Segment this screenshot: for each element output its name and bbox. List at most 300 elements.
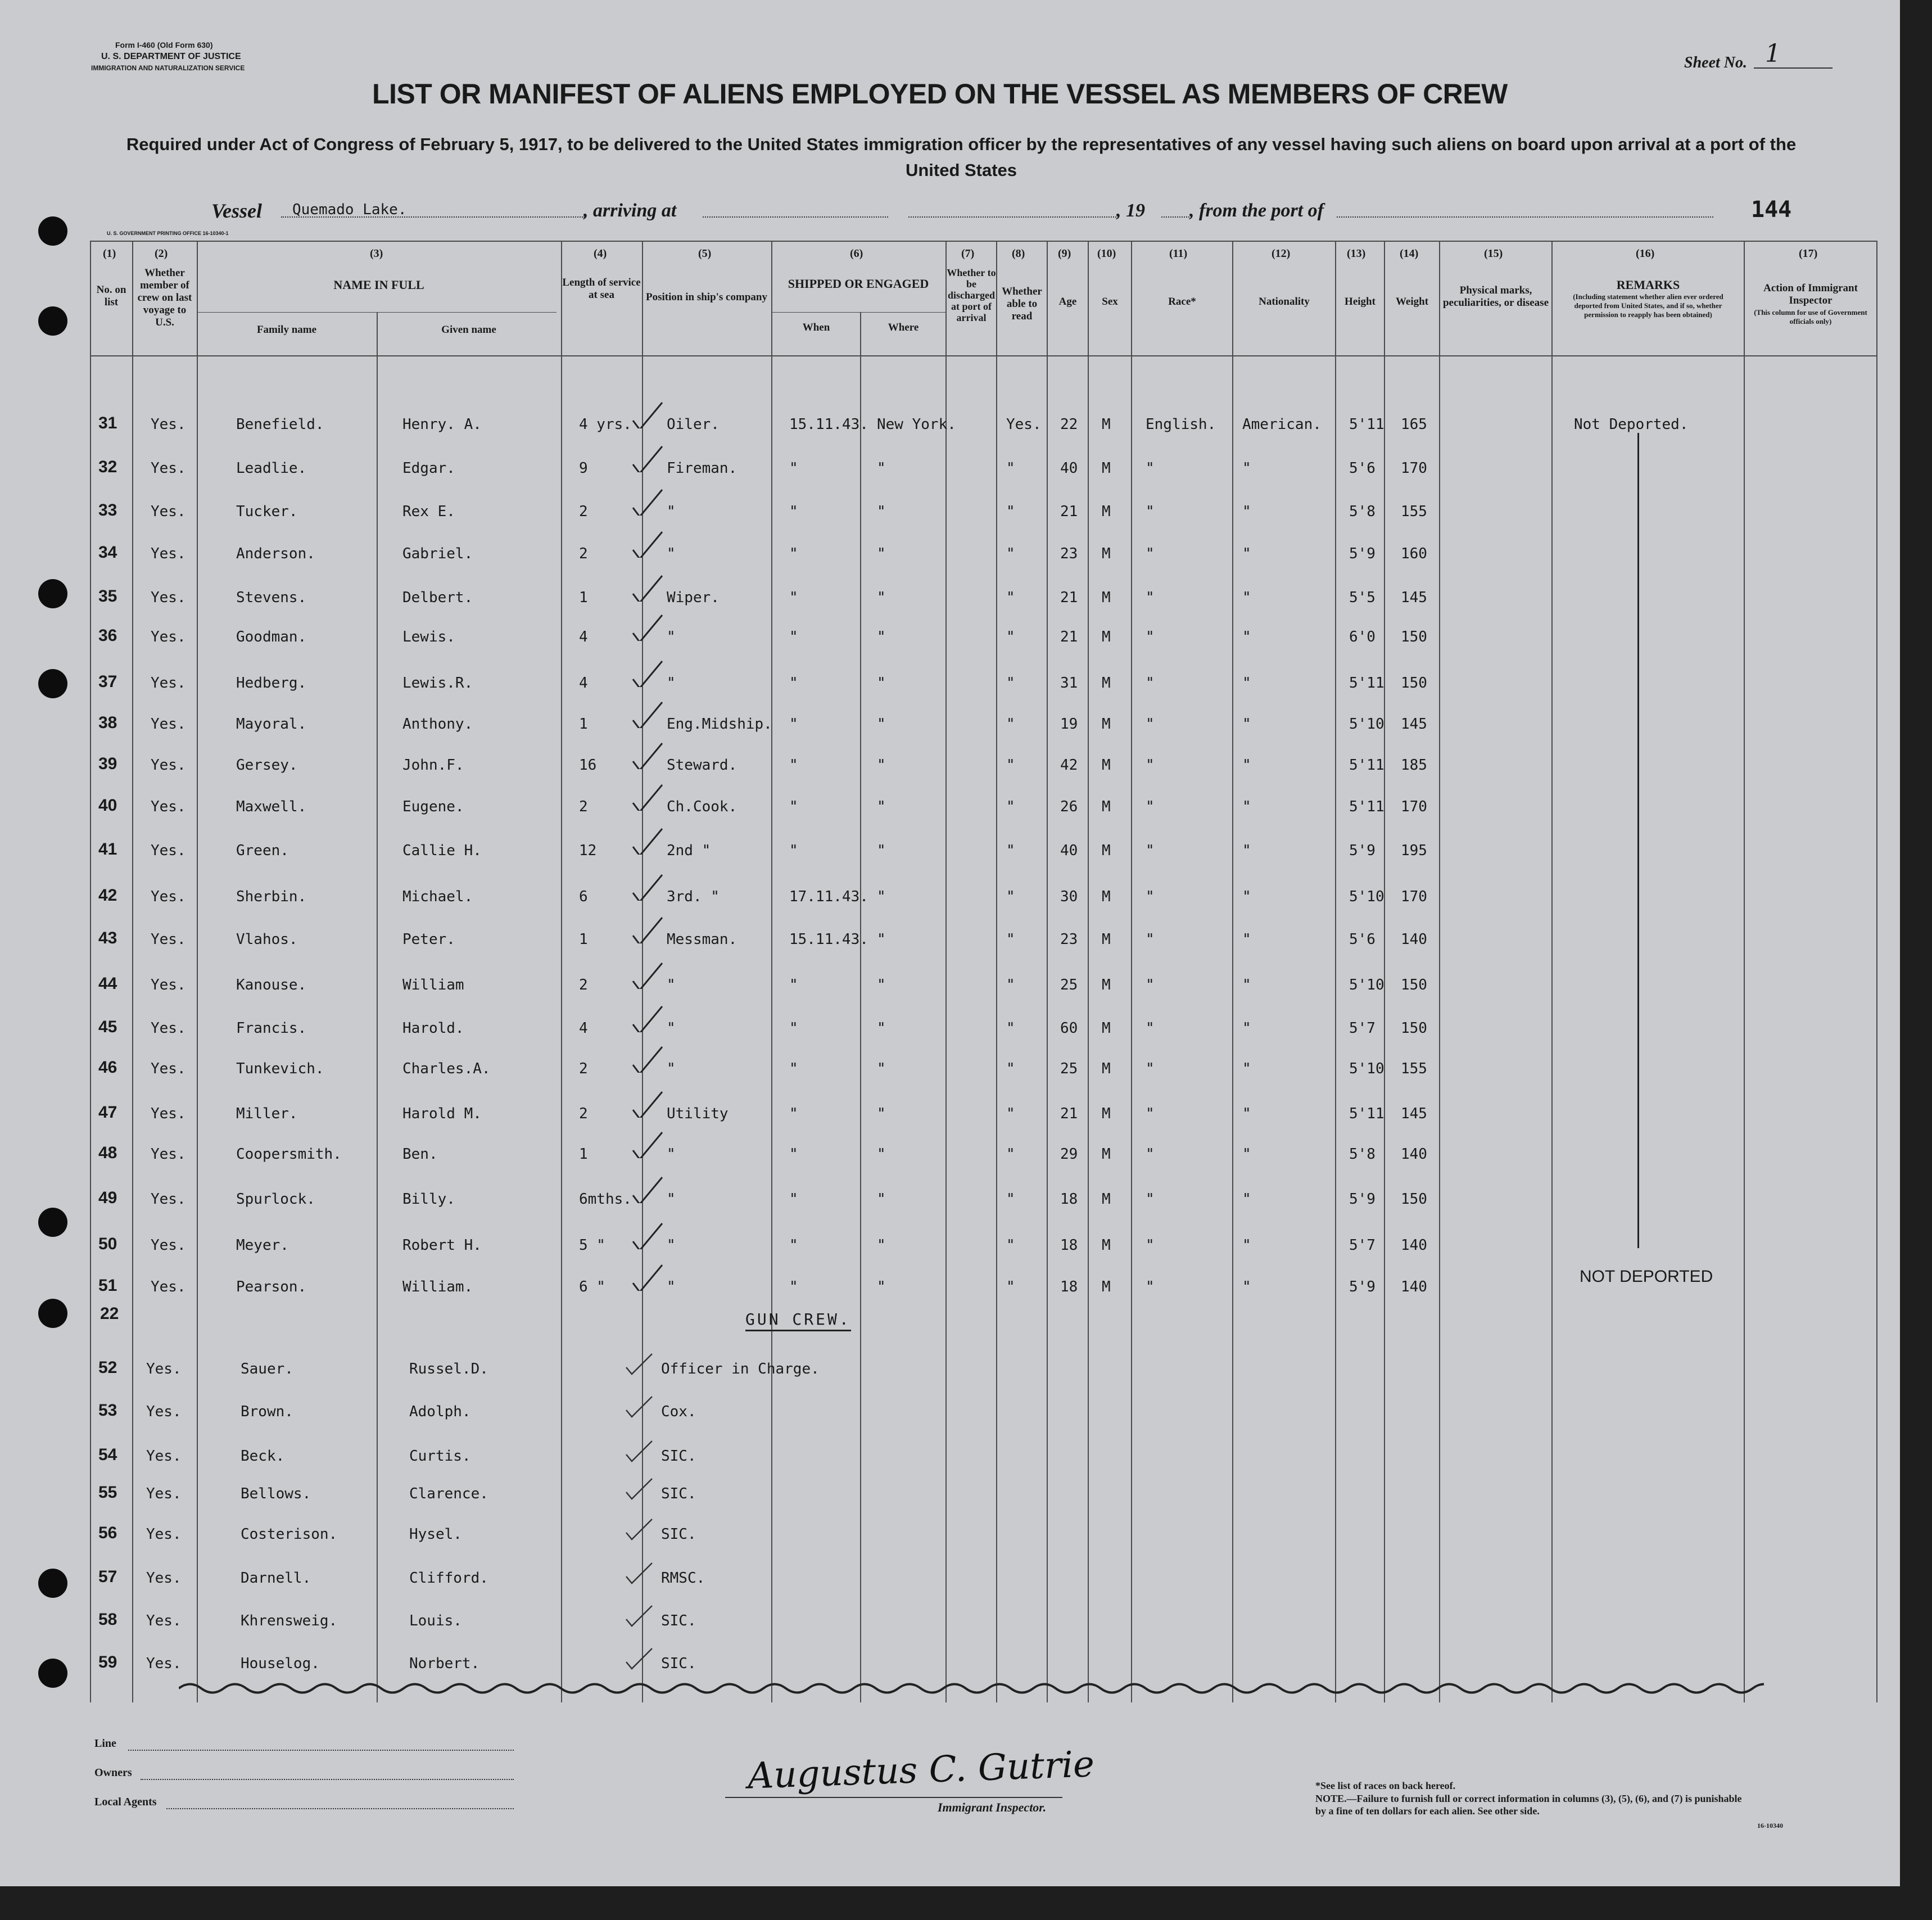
row-where: New York. bbox=[877, 416, 956, 433]
row-family: Green. bbox=[236, 842, 289, 859]
header-age: Age bbox=[1058, 296, 1077, 308]
page-number: 144 bbox=[1751, 197, 1792, 223]
row-height: 5'9 bbox=[1349, 1279, 1376, 1295]
check-mark bbox=[631, 1263, 664, 1291]
gun-row-position: SIC. bbox=[661, 1448, 696, 1465]
row-when: " bbox=[789, 1279, 798, 1295]
row-family: Vlahos. bbox=[236, 931, 298, 948]
binder-hole bbox=[38, 216, 67, 246]
page-title: LIST OR MANIFEST OF ALIENS EMPLOYED ON THE VESSEL AS MEMBERS OF CREW bbox=[372, 78, 1508, 110]
row-no: 43 bbox=[98, 929, 117, 947]
header-discharged: Whether to be discharged at port of arrival bbox=[947, 267, 996, 323]
row-age: 22 bbox=[1060, 416, 1078, 433]
row-given: John.F. bbox=[402, 757, 464, 774]
row-height: 5'9 bbox=[1349, 1191, 1376, 1208]
row-family: Stevens. bbox=[236, 589, 307, 606]
row-family: Miller. bbox=[236, 1105, 298, 1122]
row-position: " bbox=[667, 1146, 676, 1163]
row-voyage: Yes. bbox=[151, 842, 186, 859]
row-sex: M bbox=[1102, 798, 1111, 815]
colnum-14: (14) bbox=[1400, 247, 1419, 260]
row-service: 1 bbox=[579, 716, 588, 733]
check-mark bbox=[624, 1393, 658, 1421]
colnum-6: (6) bbox=[850, 247, 863, 260]
row-no: 44 bbox=[98, 974, 117, 993]
row-sex: M bbox=[1102, 931, 1111, 948]
header-given-name: Given name bbox=[441, 324, 496, 336]
row-age: 23 bbox=[1060, 545, 1078, 562]
row-height: 5'10 bbox=[1349, 1060, 1384, 1077]
row-voyage: Yes. bbox=[151, 460, 186, 477]
colnum-4: (4) bbox=[594, 247, 607, 260]
owners-label: Owners bbox=[94, 1767, 132, 1779]
gun-row-voyage: Yes. bbox=[146, 1526, 182, 1543]
header-inspector-note: (This column for use of Government officials only) bbox=[1754, 308, 1867, 326]
row-age: 25 bbox=[1060, 1060, 1078, 1077]
row-given: Callie H. bbox=[402, 842, 482, 859]
row-sex: M bbox=[1102, 842, 1111, 859]
sheet-no-field bbox=[1754, 39, 1833, 69]
check-mark bbox=[631, 1045, 664, 1073]
check-mark bbox=[631, 400, 664, 428]
row-weight: 145 bbox=[1401, 1105, 1427, 1122]
gun-row-voyage: Yes. bbox=[146, 1448, 182, 1465]
row-voyage: Yes. bbox=[151, 589, 186, 606]
colnum-11: (11) bbox=[1169, 247, 1188, 260]
row-race: " bbox=[1146, 1146, 1155, 1163]
row-sex: M bbox=[1102, 545, 1111, 562]
check-mark bbox=[624, 1602, 658, 1630]
row-race: " bbox=[1146, 1020, 1155, 1037]
row-voyage: Yes. bbox=[151, 1105, 186, 1122]
gun-row-voyage: Yes. bbox=[146, 1570, 182, 1587]
row-given: Eugene. bbox=[402, 798, 464, 815]
from-port-field bbox=[1337, 216, 1713, 218]
row-read: " bbox=[1006, 1060, 1015, 1077]
printing-office: U. S. GOVERNMENT PRINTING OFFICE 16-10340-1 bbox=[107, 231, 229, 236]
line-field bbox=[128, 1750, 514, 1751]
row-race: " bbox=[1146, 1060, 1155, 1077]
row-voyage: Yes. bbox=[151, 629, 186, 645]
row-height: 5'10 bbox=[1349, 977, 1384, 993]
row-height: 5'7 bbox=[1349, 1237, 1376, 1254]
row-height: 5'7 bbox=[1349, 1020, 1376, 1037]
binder-hole bbox=[38, 306, 67, 336]
row-voyage: Yes. bbox=[151, 416, 186, 433]
row-race: " bbox=[1146, 545, 1155, 562]
department-name: U. S. DEPARTMENT OF JUSTICE bbox=[101, 52, 241, 61]
row-nationality: " bbox=[1242, 545, 1251, 562]
header-length-of-service: Length of service at sea bbox=[562, 277, 641, 301]
row-read: " bbox=[1006, 1191, 1015, 1208]
row-nationality: " bbox=[1242, 1105, 1251, 1122]
row-height: 5'8 bbox=[1349, 503, 1376, 520]
row-nationality: " bbox=[1242, 1279, 1251, 1295]
check-mark bbox=[631, 700, 664, 728]
header-shipped-engaged: SHIPPED OR ENGAGED bbox=[788, 277, 929, 291]
row-when: " bbox=[789, 716, 798, 733]
row-no: 40 bbox=[98, 796, 117, 815]
header-when: When bbox=[802, 322, 830, 333]
gun-row-family: Bellows. bbox=[241, 1485, 311, 1502]
check-mark bbox=[631, 1221, 664, 1249]
row-no: 42 bbox=[98, 886, 117, 905]
row-given: Ben. bbox=[402, 1146, 438, 1163]
gun-row-family: Sauer. bbox=[241, 1361, 293, 1377]
row-service: 6mths. bbox=[579, 1191, 632, 1208]
row-height: 5'11 bbox=[1349, 757, 1384, 774]
row-read: " bbox=[1006, 629, 1015, 645]
header-inspector-action: Action of Immigrant Inspector bbox=[1763, 282, 1858, 306]
row-voyage: Yes. bbox=[151, 888, 186, 905]
row-when: " bbox=[789, 675, 798, 692]
page-subtitle: Required under Act of Congress of February 5, 1917, to be delivered to the United States immigration officer by the representatives of any vessel having such aliens on board upon arrival at a port of the United States bbox=[126, 134, 1797, 180]
row-family: Meyer. bbox=[236, 1237, 289, 1254]
gun-row-position: SIC. bbox=[661, 1526, 696, 1543]
gun-row-family: Beck. bbox=[241, 1448, 285, 1465]
row-nationality: " bbox=[1242, 629, 1251, 645]
row-where: " bbox=[877, 716, 886, 733]
binder-hole bbox=[38, 1299, 67, 1328]
gun-row-no: 54 bbox=[98, 1445, 117, 1464]
row-family: Coopersmith. bbox=[236, 1146, 342, 1163]
row-sex: M bbox=[1102, 460, 1111, 477]
colnum-2: (2) bbox=[155, 247, 168, 260]
row-read: " bbox=[1006, 798, 1015, 815]
row-height: 5'6 bbox=[1349, 931, 1376, 948]
row-sex: M bbox=[1102, 1191, 1111, 1208]
row-no: 48 bbox=[98, 1144, 117, 1162]
check-mark bbox=[631, 659, 664, 687]
gun-row-no: 53 bbox=[98, 1401, 117, 1420]
check-mark bbox=[624, 1516, 658, 1544]
row-race: " bbox=[1146, 460, 1155, 477]
row-family: Leadlie. bbox=[236, 460, 307, 477]
row-race: " bbox=[1146, 1279, 1155, 1295]
row-weight: 160 bbox=[1401, 545, 1427, 562]
year-field bbox=[1161, 216, 1189, 218]
row-given: Robert H. bbox=[402, 1237, 482, 1254]
row-family: Pearson. bbox=[236, 1279, 307, 1295]
row-race: " bbox=[1146, 798, 1155, 815]
row-weight: 150 bbox=[1401, 977, 1427, 993]
header-race: Race* bbox=[1168, 296, 1196, 308]
row-family: Maxwell. bbox=[236, 798, 307, 815]
immigrant-inspector-label: Immigrant Inspector. bbox=[938, 1800, 1047, 1814]
check-mark bbox=[631, 530, 664, 558]
row-given: Peter. bbox=[402, 931, 455, 948]
colnum-12: (12) bbox=[1272, 247, 1291, 260]
row-no: 33 bbox=[98, 501, 117, 519]
row-voyage: Yes. bbox=[151, 1146, 186, 1163]
row-service: 6 " bbox=[579, 1279, 605, 1295]
row-position: Eng.Midship. bbox=[667, 716, 772, 733]
row-height: 6'0 bbox=[1349, 629, 1376, 645]
row-nationality: " bbox=[1242, 460, 1251, 477]
gun-row-given: Curtis. bbox=[409, 1448, 471, 1465]
row-height: 5'11 bbox=[1349, 1105, 1384, 1122]
row-family: Francis. bbox=[236, 1020, 307, 1037]
row-weight: 150 bbox=[1401, 1191, 1427, 1208]
row-read: " bbox=[1006, 545, 1015, 562]
row-when: " bbox=[789, 1146, 798, 1163]
row-age: 42 bbox=[1060, 757, 1078, 774]
row-age: 29 bbox=[1060, 1146, 1078, 1163]
row-service: 2 bbox=[579, 1105, 588, 1122]
row-service: 6 bbox=[579, 888, 588, 905]
row-sex: M bbox=[1102, 1060, 1111, 1077]
row-age: 18 bbox=[1060, 1191, 1078, 1208]
row-no: 32 bbox=[98, 458, 117, 476]
row-given: Anthony. bbox=[402, 716, 473, 733]
colnum-9: (9) bbox=[1058, 247, 1071, 260]
header-no-on-list: No. on list bbox=[96, 284, 126, 308]
row-where: " bbox=[877, 798, 886, 815]
row-weight: 185 bbox=[1401, 757, 1427, 774]
row-no: 47 bbox=[98, 1103, 117, 1122]
row-sex: M bbox=[1102, 1279, 1111, 1295]
check-mark bbox=[631, 573, 664, 602]
colnum-13: (13) bbox=[1347, 247, 1366, 260]
row-nationality: " bbox=[1242, 1146, 1251, 1163]
gun-crew-blank-number: 22 bbox=[100, 1304, 119, 1323]
binder-hole bbox=[38, 579, 67, 608]
row-read: Yes. bbox=[1006, 416, 1042, 433]
row-no: 35 bbox=[98, 587, 117, 606]
row-remarks: NOT DEPORTED bbox=[1580, 1267, 1713, 1286]
row-no: 37 bbox=[98, 672, 117, 691]
row-no: 31 bbox=[98, 414, 117, 432]
row-position: Wiper. bbox=[667, 589, 720, 606]
row-position: " bbox=[667, 503, 676, 520]
row-given: Harold M. bbox=[402, 1105, 482, 1122]
row-no: 51 bbox=[98, 1276, 117, 1295]
gun-row-position: SIC. bbox=[661, 1485, 696, 1502]
row-sex: M bbox=[1102, 629, 1111, 645]
row-age: 21 bbox=[1060, 629, 1078, 645]
row-no: 50 bbox=[98, 1235, 117, 1253]
check-mark bbox=[624, 1645, 658, 1673]
header-name-in-full: NAME IN FULL bbox=[333, 278, 424, 292]
row-position: Oiler. bbox=[667, 416, 720, 433]
row-age: 21 bbox=[1060, 1105, 1078, 1122]
vessel-label: Vessel bbox=[211, 200, 262, 222]
row-read: " bbox=[1006, 1020, 1015, 1037]
header-position: Position in ship's company bbox=[646, 291, 767, 303]
row-nationality: " bbox=[1242, 757, 1251, 774]
check-mark bbox=[631, 741, 664, 769]
row-height: 5'9 bbox=[1349, 545, 1376, 562]
row-nationality: American. bbox=[1242, 416, 1322, 433]
row-position: " bbox=[667, 1191, 676, 1208]
row-sex: M bbox=[1102, 416, 1111, 433]
row-weight: 150 bbox=[1401, 629, 1427, 645]
gun-row-family: Costerison. bbox=[241, 1526, 338, 1543]
row-given: William bbox=[402, 977, 464, 993]
row-family: Kanouse. bbox=[236, 977, 307, 993]
check-mark bbox=[624, 1438, 658, 1466]
row-service: 9 bbox=[579, 460, 588, 477]
colnum-1: (1) bbox=[103, 247, 116, 260]
row-position: Utility bbox=[667, 1105, 729, 1122]
row-race: " bbox=[1146, 757, 1155, 774]
row-position: " bbox=[667, 545, 676, 562]
row-voyage: Yes. bbox=[151, 1060, 186, 1077]
row-when: " bbox=[789, 1237, 798, 1254]
gun-row-voyage: Yes. bbox=[146, 1361, 182, 1377]
check-mark bbox=[631, 1130, 664, 1158]
row-age: 30 bbox=[1060, 888, 1078, 905]
row-position: " bbox=[667, 1237, 676, 1254]
row-read: " bbox=[1006, 977, 1015, 993]
row-where: " bbox=[877, 1105, 886, 1122]
gun-crew-title: GUN CREW. bbox=[745, 1310, 851, 1331]
row-weight: 140 bbox=[1401, 931, 1427, 948]
row-service: 2 bbox=[579, 503, 588, 520]
row-read: " bbox=[1006, 675, 1015, 692]
row-where: " bbox=[877, 629, 886, 645]
row-weight: 145 bbox=[1401, 716, 1427, 733]
gun-row-given: Clarence. bbox=[409, 1485, 488, 1502]
date-field bbox=[908, 216, 1116, 218]
colnum-17: (17) bbox=[1799, 247, 1818, 260]
row-race: " bbox=[1146, 629, 1155, 645]
row-height: 5'5 bbox=[1349, 589, 1376, 606]
gun-row-no: 58 bbox=[98, 1610, 117, 1629]
row-read: " bbox=[1006, 757, 1015, 774]
row-family: Tunkevich. bbox=[236, 1060, 324, 1077]
header-remarks: REMARKS bbox=[1616, 278, 1680, 292]
row-no: 49 bbox=[98, 1189, 117, 1207]
row-when: " bbox=[789, 798, 798, 815]
row-position: 2nd " bbox=[667, 842, 711, 859]
row-where: " bbox=[877, 1020, 886, 1037]
colnum-15: (15) bbox=[1484, 247, 1503, 260]
sheet-no-label: Sheet No. bbox=[1684, 54, 1747, 71]
row-weight: 150 bbox=[1401, 675, 1427, 692]
row-given: Gabriel. bbox=[402, 545, 473, 562]
gun-row-family: Darnell. bbox=[241, 1570, 311, 1587]
row-height: 5'9 bbox=[1349, 842, 1376, 859]
row-when: " bbox=[789, 1105, 798, 1122]
row-nationality: " bbox=[1242, 1020, 1251, 1037]
row-voyage: Yes. bbox=[151, 1020, 186, 1037]
row-where: " bbox=[877, 1279, 886, 1295]
row-sex: M bbox=[1102, 1237, 1111, 1254]
row-age: 23 bbox=[1060, 931, 1078, 948]
row-service: 12 bbox=[579, 842, 597, 859]
row-height: 5'11 bbox=[1349, 798, 1384, 815]
row-age: 60 bbox=[1060, 1020, 1078, 1037]
binder-hole bbox=[38, 1569, 67, 1598]
row-race: " bbox=[1146, 675, 1155, 692]
check-mark bbox=[624, 1560, 658, 1588]
row-nationality: " bbox=[1242, 1060, 1251, 1077]
row-voyage: Yes. bbox=[151, 1279, 186, 1295]
row-given: Michael. bbox=[402, 888, 473, 905]
row-position: " bbox=[667, 1060, 676, 1077]
row-weight: 140 bbox=[1401, 1146, 1427, 1163]
row-weight: 170 bbox=[1401, 888, 1427, 905]
row-sex: M bbox=[1102, 1146, 1111, 1163]
header-where: Where bbox=[888, 322, 919, 333]
row-nationality: " bbox=[1242, 888, 1251, 905]
row-no: 38 bbox=[98, 713, 117, 732]
row-race: " bbox=[1146, 503, 1155, 520]
row-when: " bbox=[789, 503, 798, 520]
colnum-5: (5) bbox=[698, 247, 712, 260]
gun-row-no: 56 bbox=[98, 1524, 117, 1542]
row-voyage: Yes. bbox=[151, 931, 186, 948]
check-mark bbox=[624, 1475, 658, 1503]
row-height: 5'11 bbox=[1349, 675, 1384, 692]
row-where: " bbox=[877, 842, 886, 859]
row-when: " bbox=[789, 1060, 798, 1077]
penalty-note: NOTE.—Failure to furnish full or correct information in columns (3), (5), (6), and (7) is punishable by a fine of ten dollars for each alien. See other side. bbox=[1315, 1793, 1742, 1817]
check-mark bbox=[631, 915, 664, 943]
check-mark bbox=[631, 961, 664, 989]
inspector-signature: Augustus C. Gutrie bbox=[746, 1743, 1096, 1797]
row-voyage: Yes. bbox=[151, 545, 186, 562]
gun-row-given: Clifford. bbox=[409, 1570, 488, 1587]
row-when: 15.11.43. bbox=[789, 931, 868, 948]
row-family: Goodman. bbox=[236, 629, 307, 645]
row-position: Ch.Cook. bbox=[667, 798, 737, 815]
row-family: Spurlock. bbox=[236, 1191, 315, 1208]
row-nationality: " bbox=[1242, 931, 1251, 948]
row-family: Tucker. bbox=[236, 503, 298, 520]
row-no: 45 bbox=[98, 1018, 117, 1036]
closing-wavy-line bbox=[179, 1674, 1764, 1702]
check-mark bbox=[624, 1350, 658, 1379]
row-service: 2 bbox=[579, 798, 588, 815]
row-age: 18 bbox=[1060, 1237, 1078, 1254]
binder-hole bbox=[38, 1659, 67, 1688]
row-race: " bbox=[1146, 589, 1155, 606]
check-mark bbox=[631, 783, 664, 811]
row-nationality: " bbox=[1242, 798, 1251, 815]
row-race: English. bbox=[1146, 416, 1216, 433]
row-nationality: " bbox=[1242, 842, 1251, 859]
row-position: Steward. bbox=[667, 757, 737, 774]
colnum-3: (3) bbox=[370, 247, 383, 260]
row-voyage: Yes. bbox=[151, 798, 186, 815]
row-weight: 170 bbox=[1401, 798, 1427, 815]
row-when: 17.11.43. bbox=[789, 888, 868, 905]
row-sex: M bbox=[1102, 589, 1111, 606]
row-race: " bbox=[1146, 1191, 1155, 1208]
row-weight: 155 bbox=[1401, 503, 1427, 520]
row-nationality: " bbox=[1242, 675, 1251, 692]
check-mark bbox=[631, 487, 664, 516]
row-read: " bbox=[1006, 1237, 1015, 1254]
check-mark bbox=[631, 613, 664, 641]
row-service: 5 " bbox=[579, 1237, 605, 1254]
from-port-label: , from the port of bbox=[1189, 200, 1324, 221]
row-height: 5'10 bbox=[1349, 888, 1384, 905]
row-voyage: Yes. bbox=[151, 1237, 186, 1254]
header-member-last-voyage: Whether member of crew on last voyage to U.S. bbox=[137, 267, 192, 328]
row-read: " bbox=[1006, 931, 1015, 948]
row-where: " bbox=[877, 1237, 886, 1254]
row-position: Messman. bbox=[667, 931, 737, 948]
row-given: Henry. A. bbox=[402, 416, 482, 433]
row-remarks: Not Deported. bbox=[1574, 416, 1689, 433]
row-age: 18 bbox=[1060, 1279, 1078, 1295]
check-mark bbox=[631, 873, 664, 901]
row-age: 21 bbox=[1060, 589, 1078, 606]
row-given: Lewis.R. bbox=[402, 675, 473, 692]
